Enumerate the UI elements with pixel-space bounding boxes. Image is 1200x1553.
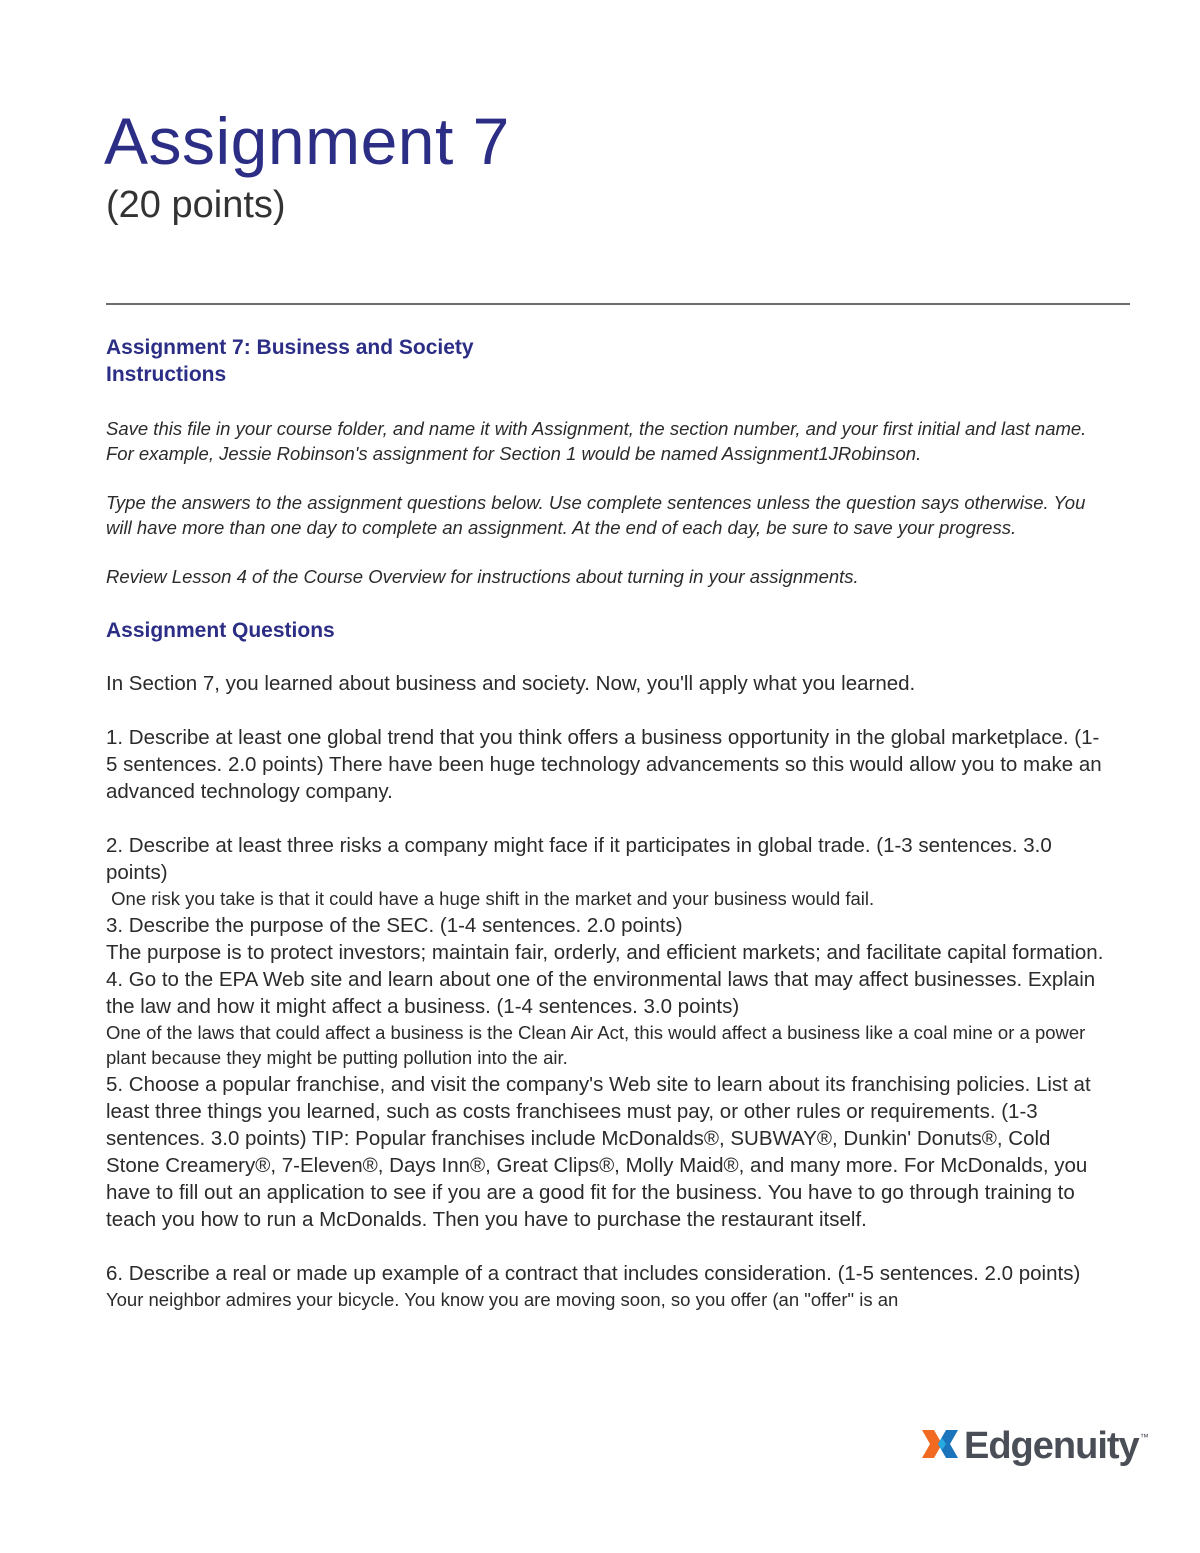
assignment-heading: Assignment 7: Business and Society <box>106 336 474 359</box>
instructions-paragraph-1: Save this file in your course folder, and name it with Assignment, the section number, and your first initial and last name. For example, Jessie Robinson's assignment for Section 1 would be named Assignment1JRobinson. <box>106 418 1087 464</box>
logo-wordmark: Edgenuity <box>964 1425 1139 1467</box>
questions-heading: Assignment Questions <box>106 619 335 642</box>
question-4: 4. Go to the EPA Web site and learn about one of the environmental laws that may affect businesses. Explain the law and how it might affect a business. (1-4 sentences. 3.0 points) <box>106 967 1096 1018</box>
instructions-paragraph-3: Review Lesson 4 of the Course Overview for instructions about turning in your assignments. <box>106 566 859 587</box>
document-body <box>106 334 1106 1312</box>
answer-3: The purpose is to protect investors; maintain fair, orderly, and efficient markets; and facilitate capital formation. <box>106 940 1104 964</box>
divider <box>106 303 1130 305</box>
answer-4: One of the laws that could affect a business is the Clean Air Act, this would affect a business like a coal mine or a power plant because they might be putting pollution into the air. <box>106 1021 1086 1068</box>
question-3: 3. Describe the purpose of the SEC. (1-4 sentences. 2.0 points) <box>106 913 683 937</box>
page-title: Assignment 7 <box>104 104 510 178</box>
question-1: 1. Describe at least one global trend that you think offers a business opportunity in the global marketplace. (1-5 sentences. 2.0 points) There have been huge technology advancements so this would allow you to make an advanced technology company. <box>106 726 1102 803</box>
points-subtitle: (20 points) <box>106 184 286 226</box>
instructions-heading: Instructions <box>106 363 227 386</box>
edgenuity-x-icon <box>918 1424 962 1468</box>
logo-trademark: ™ <box>1139 1432 1149 1442</box>
questions-intro: In Section 7, you learned about business and society. Now, you'll apply what you learned. <box>106 672 916 695</box>
question-2: 2. Describe at least three risks a company might face if it participates in global trade. (1-3 sentences. 3.0 points) <box>106 834 1052 884</box>
answer-2: One risk you take is that it could have a huge shift in the market and your business would fail. <box>106 888 875 909</box>
question-5: 5. Choose a popular franchise, and visit the company's Web site to learn about its franchising policies. List at least three things you learned, such as costs franchisees must pay, or other rules or requirements. (1-3 sentences. 3.0 points) TIP: Popular franchises include McDonalds®, SUBWAY®, Dunkin' Donuts®, Cold Stone Creamery®, 7-Eleven®, Days Inn®, Great Clips®, Molly Maid®, and many more. For McDonalds, you have to fill out an application to see if you are a good fit for the business. You have to go through training to teach you how to run a McDonalds. Then you have to purchase the restaurant itself. <box>106 1072 1091 1231</box>
edgenuity-logo <box>918 1418 1149 1474</box>
question-6: 6. Describe a real or made up example of a contract that includes consideration. (1-5 sentences. 2.0 points) <box>106 1261 1081 1285</box>
instructions-paragraph-2: Type the answers to the assignment questions below. Use complete sentences unless the question says otherwise. You will have more than one day to complete an assignment. At the end of each day, be sure to save your progress. <box>106 492 1086 538</box>
answer-6: Your neighbor admires your bicycle. You know you are moving soon, so you offer (an "offer" is an <box>106 1288 899 1310</box>
